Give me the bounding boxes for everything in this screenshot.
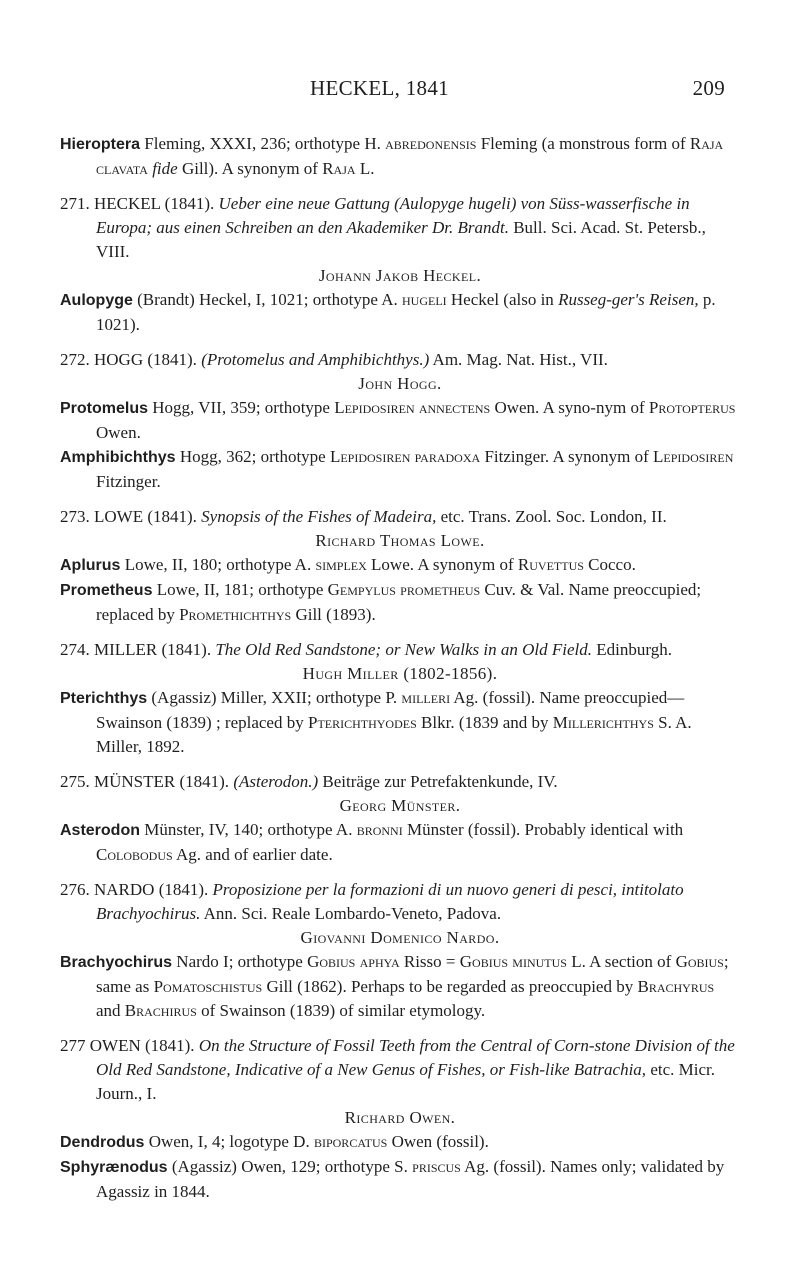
author-fullname: Giovanni Domenico Nardo. bbox=[300, 928, 500, 947]
entry-text: Blkr. (1839 and by bbox=[416, 713, 553, 732]
entry-text: (Brandt) Heckel, I, 1021; orthotype A. bbox=[132, 290, 402, 309]
publication-source: Beiträge zur Petrefaktenkunde, IV. bbox=[318, 772, 558, 791]
genus-entry-amphibichthys bbox=[60, 445, 740, 494]
running-title: HECKEL, 1841 bbox=[310, 76, 449, 100]
genus-ref: Raja bbox=[322, 159, 356, 178]
genus-ref: Protopterus bbox=[648, 398, 736, 417]
genus-entry-aulopyge bbox=[60, 288, 740, 337]
publication-source: Ann. Sci. Reale Lombardo-Veneto, Padova. bbox=[200, 904, 502, 923]
entry-text: L. A section of bbox=[566, 952, 676, 971]
genus-name: Pterichthys bbox=[60, 690, 148, 707]
author-fullname: Richard Owen. bbox=[344, 1108, 456, 1127]
genus-entry-hieroptera bbox=[60, 132, 740, 181]
entry-number: 272. bbox=[60, 350, 90, 369]
entry-text: Owen. bbox=[96, 423, 141, 442]
author-fullname: John Hogg. bbox=[358, 374, 442, 393]
publication-title: Synopsis of the Fishes of Madeira, bbox=[201, 507, 437, 526]
publication-title: (Protomelus and Amphibichthys.) bbox=[201, 350, 430, 369]
species-name: milleri bbox=[401, 688, 451, 707]
author-surname: HOGG (1841). bbox=[89, 350, 202, 369]
genus-name: Amphibichthys bbox=[60, 449, 176, 466]
author-fullname: Richard Thomas Lowe. bbox=[315, 531, 485, 550]
publication-entry-273 bbox=[60, 505, 740, 529]
author-fullname: Hugh Miller (1802-1856). bbox=[302, 664, 498, 683]
genus-ref: Millerichthys bbox=[552, 713, 654, 732]
species-name: Lepidosiren annectens bbox=[334, 398, 491, 417]
entry-text: (Agassiz) Owen, 129; orthotype S. bbox=[167, 1157, 413, 1176]
entry-text: Risso = bbox=[399, 952, 460, 971]
author-fullname: Georg Münster. bbox=[339, 796, 461, 815]
species-name: simplex bbox=[315, 555, 367, 574]
publication-source: Edinburgh. bbox=[592, 640, 672, 659]
species-name: Gobius minutus bbox=[459, 952, 567, 971]
entry-text: Münster (fossil). Probably identical with bbox=[402, 820, 684, 839]
publication-entry-272 bbox=[60, 348, 740, 372]
publication-title: Ueber eine neue Gattung (Aulopyge hugeli) von Süss-wasserfische in Europa; aus einen Schreiben an den Akademiker Dr. Brandt. bbox=[96, 194, 690, 237]
species-name: bronni bbox=[356, 820, 403, 839]
entry-text: Owen (fossil). bbox=[387, 1132, 489, 1151]
genus-ref: Brachirus bbox=[124, 1001, 197, 1020]
entry-number: 275. bbox=[60, 772, 90, 791]
publication-title: (Asterodon.) bbox=[233, 772, 319, 791]
entry-text: p. 1021). bbox=[96, 290, 716, 334]
genus-ref: Promethichthys bbox=[179, 605, 292, 624]
page-number: 209 bbox=[692, 76, 725, 100]
entry-text: ; same as bbox=[96, 952, 729, 996]
author-surname: MÜNSTER (1841). bbox=[89, 772, 234, 791]
genus-ref: Pomatoschistus bbox=[153, 977, 263, 996]
author-surname: LOWE (1841). bbox=[89, 507, 202, 526]
entry-text: (Agassiz) Miller, XXII; orthotype P. bbox=[147, 688, 402, 707]
publication-title: On the Structure of Fossil Teeth from the Central of Corn-stone Division of the Old Red Sandstone, Indicative of a New Genus of Fishes, or Fish-like Batrachia, bbox=[96, 1036, 735, 1079]
genus-ref: Brachyrus bbox=[637, 977, 715, 996]
entry-number: 273. bbox=[60, 507, 90, 526]
species-name: Lepidosiren paradoxa bbox=[329, 447, 481, 466]
entry-text: Fitzinger. A synonym of bbox=[480, 447, 654, 466]
entry-text: Cuv. & Val. Name preoccupied; replaced by bbox=[96, 580, 702, 624]
genus-name: Dendrodus bbox=[60, 1134, 145, 1151]
genus-name: Sphyrænodus bbox=[60, 1159, 168, 1176]
entry-text: Owen, I, 4; logotype D. bbox=[144, 1132, 314, 1151]
author-surname: NARDO (1841). bbox=[89, 880, 213, 899]
entry-text: Cocco. bbox=[583, 555, 636, 574]
publication-entry-277 bbox=[60, 1034, 740, 1106]
publication-entry-274 bbox=[60, 638, 740, 662]
entry-text: Hogg, VII, 359; orthotype bbox=[148, 398, 335, 417]
genus-entry-pterichthys bbox=[60, 686, 740, 759]
entry-text: Fleming (a monstrous form of bbox=[476, 134, 690, 153]
genus-entry-sphyraenodus bbox=[60, 1155, 740, 1204]
author-fullname: Johann Jakob Heckel. bbox=[318, 266, 482, 285]
genus-name: Aulopyge bbox=[60, 292, 133, 309]
species-name: Raja clavata bbox=[96, 134, 724, 178]
entry-text: and bbox=[96, 1001, 125, 1020]
entry-text: Fleming, XXXI, 236; orthotype H. bbox=[140, 134, 386, 153]
genus-ref: Ruvettus bbox=[517, 555, 584, 574]
genus-ref: Gobius bbox=[675, 952, 724, 971]
entry-text: Owen. A syno-nym of bbox=[490, 398, 649, 417]
entry-italic: fide bbox=[152, 159, 178, 178]
genus-name: Brachyochirus bbox=[60, 954, 173, 971]
entry-text: Nardo I; orthotype bbox=[172, 952, 308, 971]
genus-name: Hieroptera bbox=[60, 136, 141, 153]
genus-entry-protomelus bbox=[60, 396, 740, 445]
publication-entry-276 bbox=[60, 878, 740, 926]
genus-entry-dendrodus bbox=[60, 1130, 740, 1155]
entry-text: Ag. (fossil). Name preoccupied—Swainson (1839) ; replaced by bbox=[96, 688, 685, 732]
entry-number: 276. bbox=[60, 880, 90, 899]
entry-text: Lowe. A synonym of bbox=[366, 555, 518, 574]
entry-text: Heckel (also in bbox=[446, 290, 559, 309]
entry-text: Gill). A synonym of bbox=[177, 159, 323, 178]
species-name: priscus bbox=[412, 1157, 461, 1176]
entry-text: Hogg, 362; orthotype bbox=[175, 447, 330, 466]
species-name: hugeli bbox=[402, 290, 447, 309]
entry-text: Gill (1862). Perhaps to be regarded as preoccupied by bbox=[262, 977, 638, 996]
author-surname: HECKEL (1841). bbox=[89, 194, 219, 213]
entry-text: S. A. Miller, 1892. bbox=[96, 713, 692, 756]
species-name: Gobius aphya bbox=[307, 952, 400, 971]
entry-text: Ag. (fossil). Names only; validated by Agassiz in 1844. bbox=[96, 1157, 725, 1201]
genus-entry-aplurus bbox=[60, 553, 740, 578]
publication-source: etc. Micr. Journ., I. bbox=[96, 1060, 715, 1103]
entry-text: Lowe, II, 181; orthotype bbox=[152, 580, 328, 599]
genus-ref: Lepidosiren bbox=[653, 447, 734, 466]
entry-number: 277 bbox=[60, 1036, 86, 1055]
author-surname: MILLER (1841). bbox=[89, 640, 216, 659]
entry-text: Münster, IV, 140; orthotype A. bbox=[140, 820, 357, 839]
entry-text: of Swainson (1839) of similar etymology. bbox=[196, 1001, 486, 1020]
publication-entry-271 bbox=[60, 192, 740, 264]
publication-source: etc. Trans. Zool. Soc. London, II. bbox=[436, 507, 667, 526]
entry-text: Lowe, II, 180; orthotype A. bbox=[120, 555, 316, 574]
genus-ref: Colobodus bbox=[96, 845, 173, 864]
species-name: biporcatus bbox=[313, 1132, 388, 1151]
genus-entry-asterodon bbox=[60, 818, 740, 867]
entry-number: 271. bbox=[60, 194, 90, 213]
genus-name: Protomelus bbox=[60, 400, 149, 417]
entry-text: Gill (1893). bbox=[291, 605, 376, 624]
genus-name: Asterodon bbox=[60, 822, 140, 839]
genus-entry-brachyochirus bbox=[60, 950, 740, 1023]
genus-ref: Pterichthyodes bbox=[307, 713, 417, 732]
genus-entry-prometheus bbox=[60, 578, 740, 627]
publication-title: The Old Red Sandstone; or New Walks in an Old Field. bbox=[215, 640, 592, 659]
entry-text: L. bbox=[355, 159, 375, 178]
entry-text: Ag. and of earlier date. bbox=[172, 845, 333, 864]
genus-name: Aplurus bbox=[60, 557, 121, 574]
entry-number: 274. bbox=[60, 640, 90, 659]
page-body bbox=[60, 132, 740, 1204]
entry-italic: Russeg-ger's Reisen, bbox=[558, 290, 699, 309]
publication-title: Proposizione per la formazioni di un nuovo generi di pesci, intitolato Brachyochirus. bbox=[96, 880, 684, 923]
running-header bbox=[310, 76, 725, 101]
species-name: abredonensis bbox=[385, 134, 477, 153]
author-surname: OWEN (1841). bbox=[85, 1036, 199, 1055]
genus-name: Prometheus bbox=[60, 582, 153, 599]
species-name: Gempylus prometheus bbox=[327, 580, 481, 599]
publication-source: Bull. Sci. Acad. St. Petersb., VIII. bbox=[96, 218, 706, 261]
entry-text: Fitzinger. bbox=[96, 472, 161, 491]
publication-entry-275 bbox=[60, 770, 740, 794]
publication-source: Am. Mag. Nat. Hist., VII. bbox=[429, 350, 608, 369]
